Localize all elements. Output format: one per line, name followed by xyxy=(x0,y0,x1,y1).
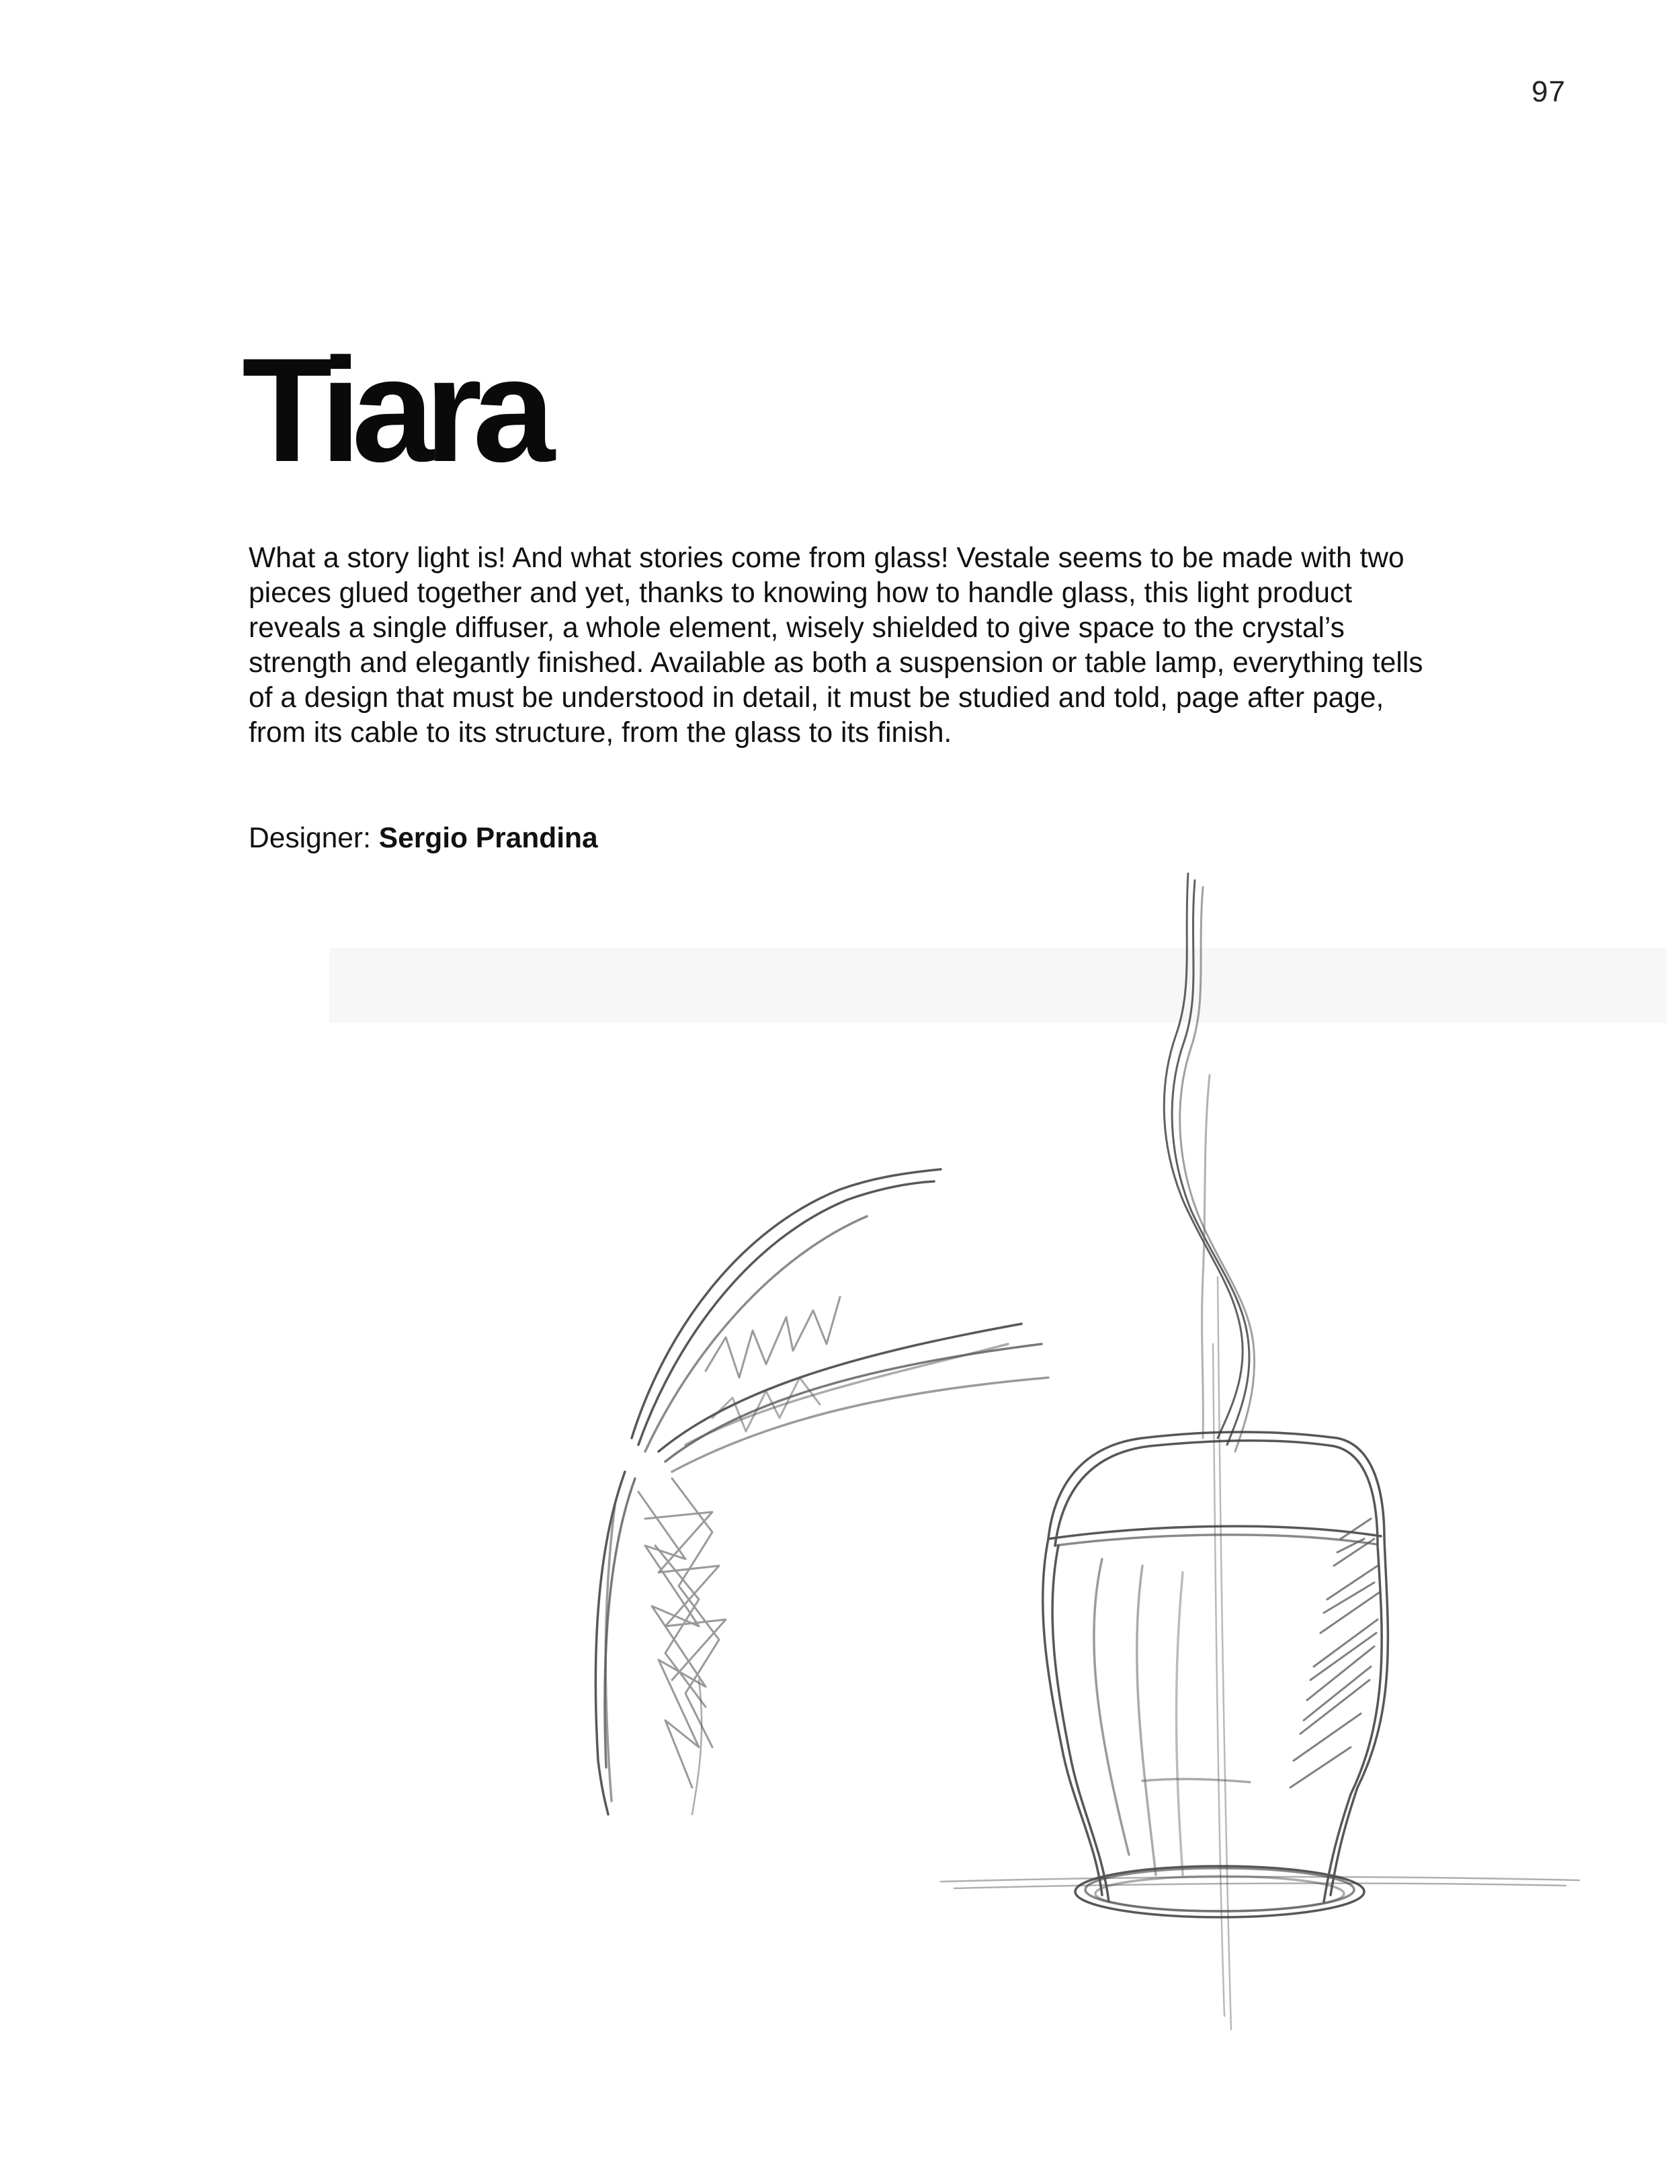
ground-line xyxy=(941,1877,1579,1888)
cable-sketch xyxy=(1164,874,1254,1452)
page-number: 97 xyxy=(1531,75,1566,108)
designer-name: Sergio Prandina xyxy=(378,823,598,854)
product-title: Tiara xyxy=(242,327,546,493)
product-description: What a story light is! And what stories come from glass! Vestale seems to be made with two pieces glued together and yet, thanks to knowing how to handle glass, this light product reveals a single diffuser, a whole element, wisely shielded to give space to the crystal’s strength and elegantly finished. Available as both a suspension or table lamp, everything tells of a design that must be understood in detail, it must be studied and told, page after page, from its cable to its structure, from the glass to its finish. xyxy=(249,542,1423,749)
table-lamp-sketch xyxy=(595,1169,1048,1814)
designer-label: Designer: xyxy=(249,823,371,854)
